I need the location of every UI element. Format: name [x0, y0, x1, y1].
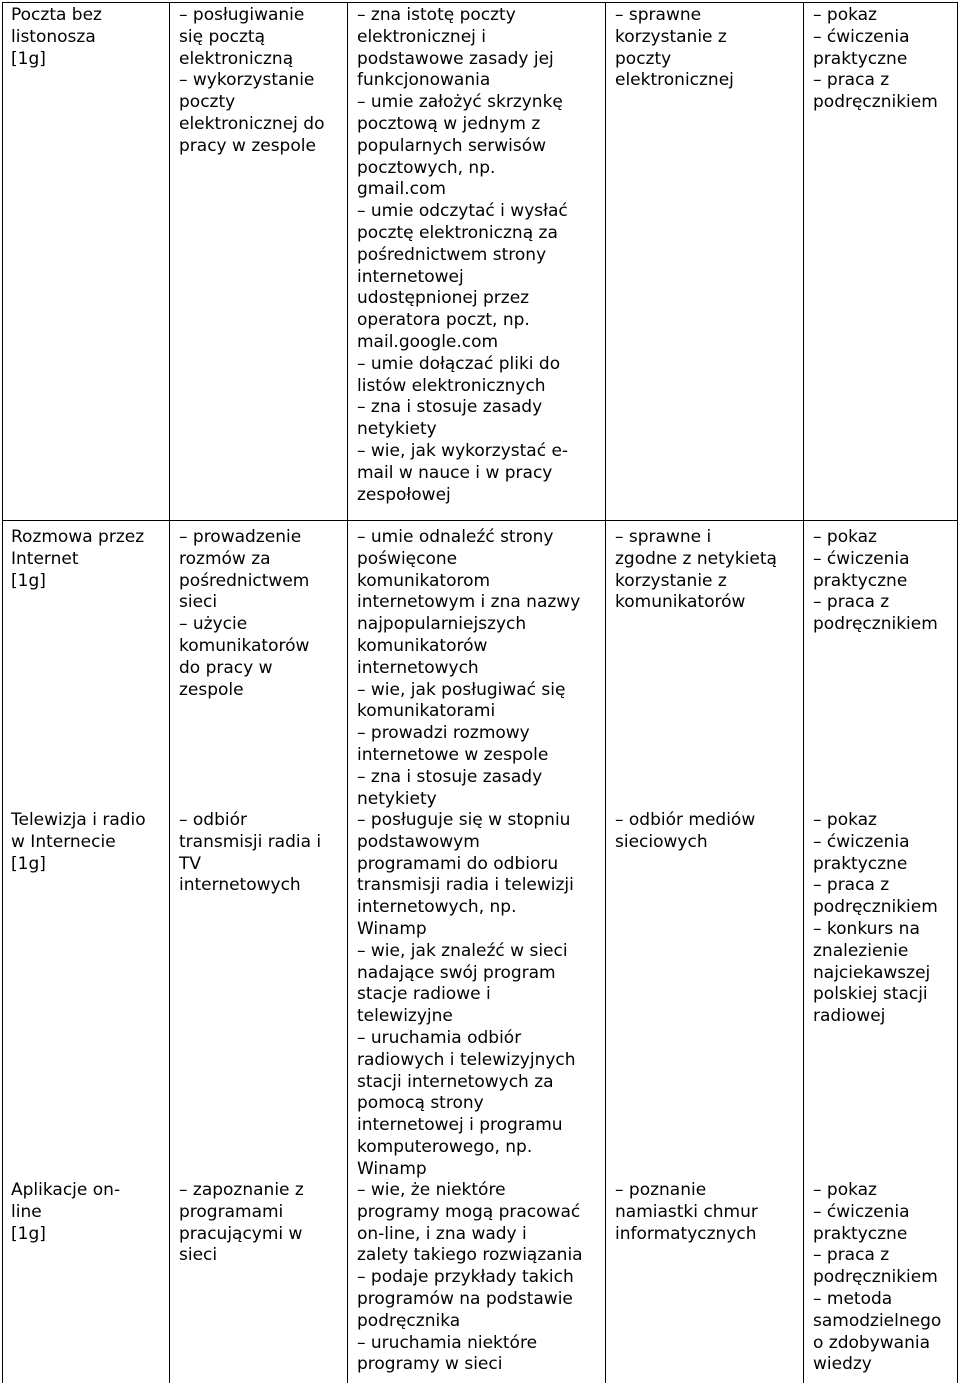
cell-line: – pokaz	[813, 1180, 877, 1200]
column-divider	[169, 3, 170, 1383]
cell-line: elektronicznej i	[357, 26, 487, 47]
cell-line: internetowych, np.	[357, 897, 517, 918]
cell-line: Internet	[11, 548, 79, 569]
outcomes-cell	[357, 5, 597, 506]
cell-line: samodzielnego	[813, 1310, 942, 1331]
cell-line: – metoda	[813, 1288, 893, 1309]
cell-line: elektronicznej do	[179, 113, 325, 134]
column-divider	[803, 3, 804, 1383]
cell-line: komunikatorami	[357, 701, 496, 722]
cell-line: komunikatorów	[179, 635, 310, 656]
cell-line: – wie, jak znaleźć w sieci	[357, 940, 568, 961]
cell-line: funkcjonowania	[357, 70, 491, 91]
topic-cell	[11, 1180, 161, 1245]
cell-line: poczty	[179, 92, 236, 113]
cell-line: – sprawne i	[615, 527, 712, 547]
cell-line: znalezienie	[813, 940, 909, 961]
cell-line: się pocztą	[179, 26, 265, 47]
cell-line: listów elektronicznych	[357, 375, 546, 396]
cell-line: – poznanie	[615, 1180, 707, 1200]
cell-line: praktyczne	[813, 48, 908, 69]
cell-line: sieci	[179, 592, 218, 613]
cell-line: pomocą strony	[357, 1093, 484, 1114]
methods-cell	[813, 810, 953, 1028]
cell-line: – praca z	[813, 875, 890, 896]
cell-line: korzystanie z	[615, 570, 727, 591]
column-divider	[605, 3, 606, 1383]
cell-line: o zdobywania	[813, 1332, 931, 1353]
cell-line: mail w nauce i w pracy	[357, 462, 553, 483]
aims-cell	[179, 527, 344, 701]
skills-cell	[615, 810, 795, 854]
cell-line: – prowadzi rozmowy	[357, 723, 530, 744]
cell-line: praktyczne	[813, 570, 908, 591]
cell-line: programów na podstawie	[357, 1288, 573, 1309]
cell-line: netykiety	[357, 788, 437, 809]
cell-line: sieciowych	[615, 831, 708, 852]
cell-line: programami do odbioru	[357, 853, 559, 874]
cell-line: internetowym i zna nazwy	[357, 592, 581, 613]
cell-line: praktyczne	[813, 853, 908, 874]
cell-line: Poczta bez	[11, 5, 102, 25]
cell-line: TV	[179, 853, 202, 874]
cell-line: Telewizja i radio	[11, 810, 146, 830]
cell-line: – wykorzystanie	[179, 70, 315, 91]
skills-cell	[615, 1180, 795, 1245]
cell-line: podręcznikiem	[813, 897, 938, 918]
cell-line: komunikatorów	[357, 635, 488, 656]
cell-line: korzystanie z	[615, 26, 727, 47]
skills-cell	[615, 5, 795, 92]
topic-cell	[11, 527, 161, 592]
cell-line: pracy w zespole	[179, 135, 316, 156]
cell-line: – praca z	[813, 70, 890, 91]
cell-line: – pokaz	[813, 5, 877, 25]
cell-line: internetowe w zespole	[357, 744, 549, 765]
cell-line: pocztową w jednym z	[357, 113, 541, 134]
cell-line: – ćwiczenia	[813, 831, 910, 852]
cell-line: stacji internetowych za	[357, 1071, 554, 1092]
cell-line: – umie założyć skrzynkę	[357, 92, 563, 113]
cell-line: podręcznikiem	[813, 1267, 938, 1288]
cell-line: komunikatorom	[357, 570, 491, 591]
cell-line: Aplikacje on-	[11, 1180, 121, 1200]
cell-line: podręcznika	[357, 1310, 461, 1331]
cell-line: zgodne z netykietą	[615, 548, 777, 569]
cell-line: [1g]	[11, 1223, 46, 1244]
outcomes-cell	[357, 527, 597, 810]
cell-line: radiowych i telewizyjnych	[357, 1049, 576, 1070]
topic-cell	[11, 5, 161, 70]
cell-line: w Internecie	[11, 831, 116, 852]
cell-line: netykiety	[357, 419, 437, 440]
methods-cell	[813, 527, 953, 636]
cell-line: pracującymi w	[179, 1223, 303, 1244]
cell-line: sieci	[179, 1245, 218, 1266]
cell-line: zespole	[179, 679, 244, 700]
cell-line: – zna i stosuje zasady	[357, 766, 543, 787]
cell-line: podstawowym	[357, 831, 480, 852]
outcomes-cell	[357, 810, 597, 1181]
cell-line: – wie, jak wykorzystać e-	[357, 440, 569, 461]
cell-line: namiastki chmur	[615, 1201, 758, 1222]
cell-line: – podaje przykłady takich	[357, 1267, 574, 1288]
cell-line: – sprawne	[615, 5, 702, 25]
cell-line: – uruchamia niektóre	[357, 1332, 538, 1353]
cell-line: internetowej i programu	[357, 1115, 563, 1136]
cell-line: zespołowej	[357, 484, 451, 505]
cell-line: – ćwiczenia	[813, 26, 910, 47]
cell-line: pośrednictwem strony	[357, 244, 547, 265]
cell-line: [1g]	[11, 48, 46, 69]
cell-line: zalety takiego rozwiązania	[357, 1245, 583, 1266]
cell-line: – zapoznanie z	[179, 1180, 304, 1200]
cell-line: – pokaz	[813, 810, 877, 830]
cell-line: internetowych	[357, 657, 479, 678]
cell-line: podręcznikiem	[813, 92, 938, 113]
cell-line: Rozmowa przez	[11, 527, 145, 547]
cell-line: pocztę elektroniczną za	[357, 222, 558, 243]
aims-cell	[179, 810, 344, 897]
cell-line: radiowej	[813, 1006, 886, 1027]
outcomes-cell	[357, 1180, 597, 1376]
cell-line: [1g]	[11, 853, 46, 874]
cell-line: komunikatorów	[615, 592, 746, 613]
cell-line: – prowadzenie	[179, 527, 302, 547]
cell-line: popularnych serwisów	[357, 135, 547, 156]
cell-line: elektroniczną	[179, 48, 294, 69]
cell-line: operatora poczt, np.	[357, 310, 530, 331]
cell-line: rozmów za	[179, 548, 271, 569]
cell-line: – odbiór	[179, 810, 247, 830]
cell-line: programy w sieci	[357, 1354, 503, 1375]
cell-line: – zna i stosuje zasady	[357, 397, 543, 418]
cell-line: – posługuje się w stopniu	[357, 810, 571, 830]
cell-line: [1g]	[11, 570, 46, 591]
cell-line: internetowych	[179, 875, 301, 896]
cell-line: – umie odnaleźć strony	[357, 527, 554, 547]
cell-line: podręcznikiem	[813, 614, 938, 635]
cell-line: udostępnionej przez	[357, 288, 530, 309]
cell-line: – zna istotę poczty	[357, 5, 516, 25]
cell-line: listonosza	[11, 26, 96, 47]
cell-line: – posługiwanie	[179, 5, 305, 25]
cell-line: – ćwiczenia	[813, 1201, 910, 1222]
skills-cell	[615, 527, 795, 614]
cell-line: mail.google.com	[357, 331, 499, 352]
cell-line: Winamp	[357, 918, 427, 939]
cell-line: transmisji radia i telewizji	[357, 875, 574, 896]
cell-line: poświęcone	[357, 548, 458, 569]
cell-line: – wie, jak posługiwać się	[357, 679, 566, 700]
cell-line: – odbiór mediów	[615, 810, 756, 830]
cell-line: – wie, że niektóre	[357, 1180, 506, 1200]
cell-line: do pracy w	[179, 657, 273, 678]
cell-line: – konkurs na	[813, 918, 920, 939]
cell-line: pośrednictwem	[179, 570, 310, 591]
cell-line: transmisji radia i	[179, 831, 322, 852]
cell-line: line	[11, 1201, 42, 1222]
row-divider	[3, 520, 957, 521]
cell-line: – praca z	[813, 1245, 890, 1266]
cell-line: – pokaz	[813, 527, 877, 547]
cell-line: elektronicznej	[615, 70, 734, 91]
cell-line: pocztowych, np.	[357, 157, 496, 178]
cell-line: – umie odczytać i wysłać	[357, 201, 568, 222]
cell-line: wiedzy	[813, 1354, 872, 1375]
cell-line: telewizyjne	[357, 1006, 453, 1027]
cell-line: najpopularniejszych	[357, 614, 527, 635]
cell-line: – praca z	[813, 592, 890, 613]
cell-line: nadające swój program	[357, 962, 556, 983]
cell-line: Winamp	[357, 1158, 427, 1179]
cell-line: on-line, i zna wady i	[357, 1223, 527, 1244]
aims-cell	[179, 5, 344, 158]
cell-line: – użycie	[179, 614, 248, 635]
cell-line: – ćwiczenia	[813, 548, 910, 569]
cell-line: poczty	[615, 48, 672, 69]
cell-line: stacje radiowe i	[357, 984, 491, 1005]
methods-cell	[813, 5, 953, 114]
methods-cell	[813, 1180, 953, 1376]
cell-line: programy mogą pracować	[357, 1201, 581, 1222]
cell-line: podstawowe zasady jej	[357, 48, 554, 69]
cell-line: praktyczne	[813, 1223, 908, 1244]
cell-line: – uruchamia odbiór	[357, 1027, 522, 1048]
cell-line: gmail.com	[357, 179, 446, 200]
aims-cell	[179, 1180, 344, 1267]
cell-line: – umie dołączać pliki do	[357, 353, 561, 374]
topic-cell	[11, 810, 161, 875]
cell-line: polskiej stacji	[813, 984, 928, 1005]
cell-line: programami	[179, 1201, 284, 1222]
cell-line: komputerowego, np.	[357, 1136, 533, 1157]
column-divider	[347, 3, 348, 1383]
cell-line: najciekawszej	[813, 962, 931, 983]
cell-line: informatycznych	[615, 1223, 757, 1244]
cell-line: internetowej	[357, 266, 464, 287]
